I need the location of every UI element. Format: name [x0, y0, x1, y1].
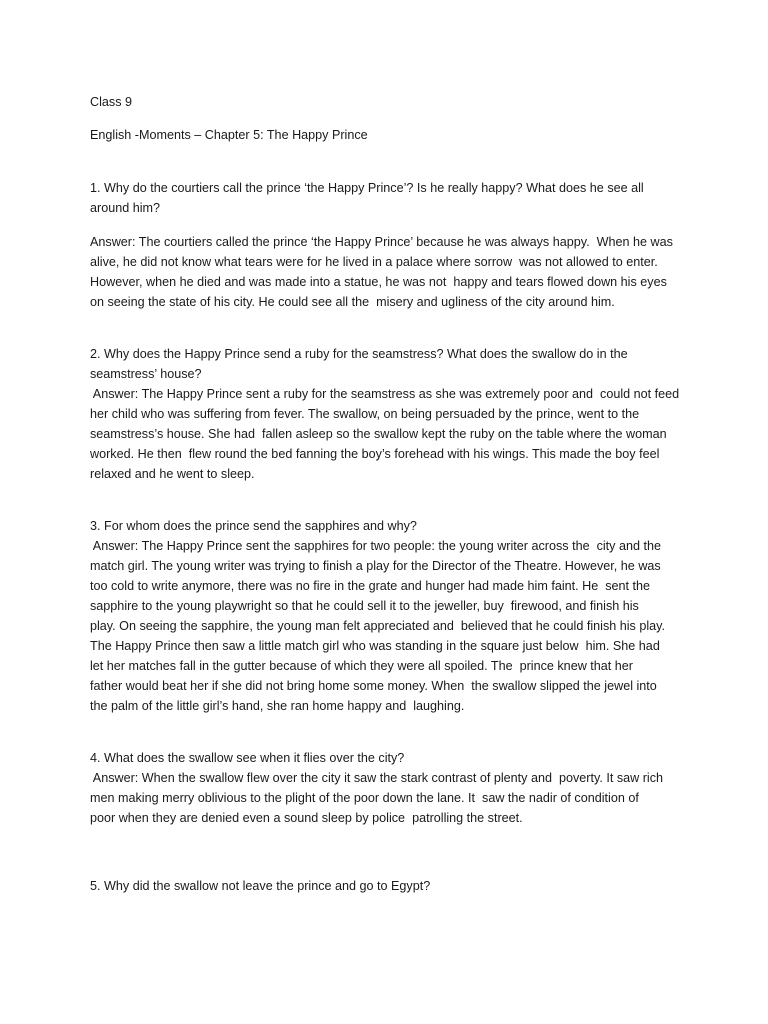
class-label: Class 9	[90, 95, 132, 109]
answer-3-line: the palm of the little girl’s hand, she ran home happy and laughing.	[90, 699, 465, 713]
answer-4-line: Answer: When the swallow flew over the city it saw the stark contrast of plenty and poverty. It saw rich	[90, 771, 664, 785]
answer-3-line: let her matches fall in the gutter because of which they were all spoiled. The prince knew that her	[90, 659, 633, 673]
answer-2-line: seamstress’s house. She had fallen asleep so the swallow kept the ruby on the table where the woman	[90, 427, 667, 441]
question-1-line: 1. Why do the courtiers call the prince ‘the Happy Prince’? Is he really happy? What does he see all	[90, 181, 644, 195]
question-block-5	[90, 876, 686, 896]
answer-3-line: The Happy Prince then saw a little match girl who was standing in the square just below him. She had	[90, 639, 660, 653]
question-block-4	[90, 748, 686, 828]
answer-1-line: on seeing the state of his city. He could see all the misery and ugliness of the city around him.	[90, 295, 615, 309]
question-block-1	[90, 178, 686, 218]
subject-title: English -Moments – Chapter 5: The Happy Prince	[90, 128, 368, 142]
answer-4-line: poor when they are denied even a sound sleep by police patrolling the street.	[90, 811, 523, 825]
answer-3-line: play. On seeing the sapphire, the young man felt appreciated and believed that he could finish his play.	[90, 619, 666, 633]
question-block-3	[90, 516, 686, 716]
answer-3-line: sapphire to the young playwright so that he could sell it to the jeweller, buy firewood, and finish his	[90, 599, 639, 613]
answer-3-line: match girl. The young writer was trying to finish a play for the Director of the Theatre. However, he was	[90, 559, 661, 573]
answer-2-line: worked. He then flew round the bed fanning the boy’s forehead with his wings. This made the boy feel	[90, 447, 660, 461]
question-5-line: 5. Why did the swallow not leave the prince and go to Egypt?	[90, 879, 431, 893]
question-2-line: seamstress’ house?	[90, 367, 202, 381]
question-2-line: 2. Why does the Happy Prince send a ruby for the seamstress? What does the swallow do in the	[90, 347, 628, 361]
answer-2-line: relaxed and he went to sleep.	[90, 467, 255, 481]
answer-4-line: men making merry oblivious to the plight of the poor down the lane. It saw the nadir of condition of	[90, 791, 639, 805]
answer-1-line: However, when he died and was made into a statue, he was not happy and tears flowed down his eyes	[90, 275, 667, 289]
question-4-line: 4. What does the swallow see when it flies over the city?	[90, 751, 405, 765]
answer-block-1	[90, 232, 686, 312]
question-1-line: around him?	[90, 201, 161, 215]
answer-2-line: Answer: The Happy Prince sent a ruby for the seamstress as she was extremely poor and could not feed	[90, 387, 680, 401]
answer-2-line: her child who was suffering from fever. The swallow, on being persuaded by the prince, went to the	[90, 407, 640, 421]
answer-1-line: alive, he did not know what tears were for he lived in a palace where sorrow was not allowed to enter.	[90, 255, 658, 269]
question-block-2	[90, 344, 686, 484]
answer-1-line: Answer: The courtiers called the prince ‘the Happy Prince’ because he was always happy. When he was	[90, 235, 673, 249]
question-3-line: 3. For whom does the prince send the sapphires and why?	[90, 519, 417, 533]
answer-3-line: too cold to write anymore, there was no fire in the grate and hunger had made him faint. He sent the	[90, 579, 651, 593]
answer-3-line: Answer: The Happy Prince sent the sapphires for two people: the young writer across the city and the	[90, 539, 661, 553]
answer-3-line: father would beat her if she did not bring home some money. When the swallow slipped the jewel into	[90, 679, 657, 693]
